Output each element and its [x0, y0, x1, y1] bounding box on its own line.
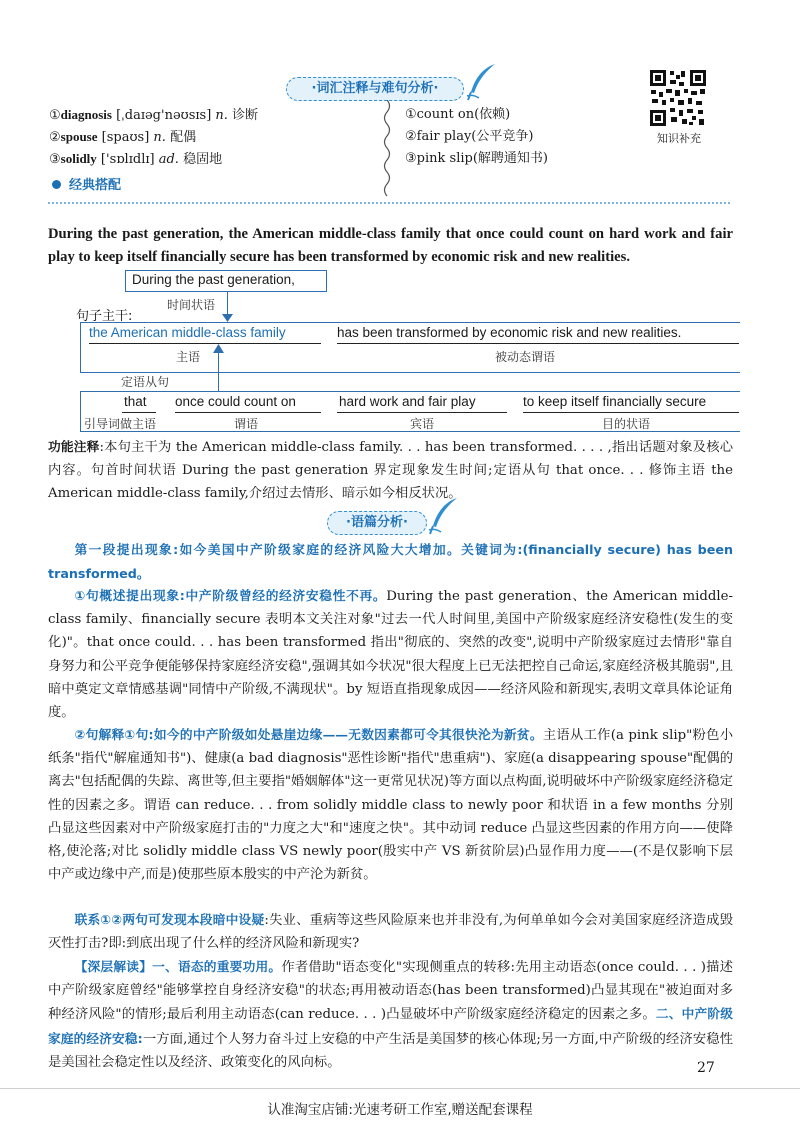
verb-underline [175, 412, 321, 413]
object-label: 宾语 [410, 417, 435, 431]
quill-icon [465, 62, 499, 102]
wavy-divider [381, 100, 393, 200]
adverbial-underline [523, 412, 739, 413]
predicate-text: has been transformed by economic risk and new realities. [337, 325, 682, 340]
adverbial-label: 目的状语 [602, 417, 651, 431]
adverbial-text: to keep itself financially secure [523, 394, 707, 409]
function-note: 功能注释:本句主干为 the American middle-class family. . . has been transformed. . . . ,指出话题对象及核心内容。句首时间状语 During the past generation 界定现象发生时间;定语从句 that once. . . 修饰主语 the American middle-class family,介绍过去情形、暗示如今相反状况。 [48, 439, 734, 502]
verb-label: 谓语 [234, 417, 259, 431]
main-line-bottom [80, 372, 740, 373]
qr-caption: 知识补充 [657, 132, 701, 145]
vocab-item: ①diagnosis [ˌdaɪəg'nəʊsɪs] n. 诊断 [49, 107, 259, 123]
vocab-item: ③pink slip(解聘通知书) [405, 151, 548, 166]
clause-label: 定语从句 [121, 375, 170, 389]
predicate-label: 被动态谓语 [495, 350, 556, 364]
verb-text: once could count on [175, 394, 296, 409]
collocation-label: 经典搭配 [69, 178, 122, 193]
subject-underline [89, 343, 321, 344]
page-number: 27 [697, 1060, 715, 1076]
time-adverbial-text: During the past generation, [132, 272, 295, 287]
main-line-left [80, 322, 81, 372]
qr-code[interactable] [648, 68, 708, 128]
arrow-up-icon [213, 344, 224, 353]
footer-divider [0, 1088, 800, 1089]
vocab-section-tag: ·词汇注释与难句分析· [286, 77, 464, 101]
object-text: hard work and fair play [339, 394, 476, 409]
clause-line-left [80, 391, 81, 431]
object-underline [337, 412, 507, 413]
time-adverbial-label: 时间状语 [167, 298, 216, 312]
paragraph-summary: 第一段提出现象:如今美国中产阶级家庭的经济风险大大增加。关键词为:(financially secure) has been transformed。 [48, 542, 733, 582]
that-underline [122, 412, 156, 413]
connection-note: 联系①②两句可发现本段暗中设疑:失业、重病等这些风险原来也并非没有,为何单单如今会对美国家庭经济造成毁灭性打击?即:到底出现了什么样的经济风险和新现实? [48, 912, 733, 952]
main-clause-label: 句子主干: [76, 309, 133, 324]
clause-arrow-line [218, 352, 219, 392]
difficult-sentence: During the past generation, the American middle-class family that once could count on hard work and fair play to keep itself financially secure has been transformed by economic risk and new realities. [48, 226, 733, 265]
deep-interpretation: 【深层解读】一、语态的重要功用。作者借助"语态变化"实现侧重点的转移:先用主动语态(once could. . . )描述中产阶级家庭曾经"能够掌控自身经济安稳"的状态;再用被动语态(has been transformed)凸显其现在"被迫面对多种经济风险"的情形;最后利用主动语态(can reduce. . . )凸显破坏中产阶级家庭经济稳定的因素之多。二、中产阶级家庭的经济安稳:一方面,通过个人努力奋斗过上安稳的中产生活是美国梦的核心体现;另一方面,中产阶级的经济安稳性是美国社会稳定性以及经济、政策变化的风向标。 [48, 959, 734, 1070]
analysis-section-tag: ·语篇分析· [327, 511, 427, 535]
vocab-item: ②spouse [spaʊs] n. 配偶 [49, 129, 197, 145]
vocab-item: ②fair play(公平竞争) [405, 129, 534, 144]
quill-icon [427, 496, 461, 536]
bullet-dot-icon [52, 180, 61, 189]
dotted-divider [48, 202, 730, 204]
vocab-item: ③solidly ['sɒlɪdlɪ] ad. 稳固地 [49, 151, 223, 167]
arrow-down-icon [222, 314, 233, 322]
clause-line-top [80, 391, 740, 392]
sentence-1-analysis: ①句概述提出现象:中产阶级曾经的经济安稳性不再。During the past generation、the American middle-class family、financially secure 表明本文关注对象"过去一代人时间里,美国中产阶级家庭经济安稳性(发生的变化)"。that once could. . . has been transformed 指出"彻底的、突然的改变",说明中产阶级家庭过去情形"靠自身努力和公平竞争便能够保持家庭经济安稳",强调其如今状况"很大程度上已无法把控自己命运,家庭经济极其脆弱",且暗中奠定文章情感基调"同情中产阶级,不满现状"。by 短语直指现象成因——经济风险和新现实,表明文章具体论证角度。 [48, 588, 733, 721]
subject-text: the American middle-class family [89, 325, 286, 340]
subject-label: 主语 [176, 350, 201, 364]
main-line-top [80, 322, 740, 323]
sentence-2-analysis: ②句解释①句:如今的中产阶级如处悬崖边缘——无数因素都可令其很快沦为新贫。主语从工作(a pink slip"粉色小纸条"指代"解雇通知书")、健康(a bad diagnosis"恶性诊断"指代"患重病")、家庭(a disappearing spouse"配偶的离去"包括配偶的失踪、离世等,但主要指"婚姻解体"这一更常见状况)等方面以点构面,说明破坏中产阶级家庭经济稳定性的因素之多。谓语 can reduce. . . from solidly middle class to newly poor 和状语 in a few months 分别凸显这些因素对中产阶级家庭打击的"力度之大"和"速度之快"。其中动词 reduce 凸显这些因素的作用方向——使降格,使沦落;对比 solidly middle class VS newly poor(殷实中产 VS 新贫阶层)凸显作用力度——(不是仅影响下层中产或边缘中产,而是)使那些原本殷实的中产沦为新贫。 [48, 727, 733, 883]
predicate-underline [337, 343, 739, 344]
vocab-item: ①count on(依赖) [405, 107, 511, 122]
that-label: 引导词做主语 [84, 417, 157, 431]
that-text: that [124, 394, 147, 409]
footer-text: 认准淘宝店铺:光速考研工作室,赠送配套课程 [267, 1102, 533, 1118]
